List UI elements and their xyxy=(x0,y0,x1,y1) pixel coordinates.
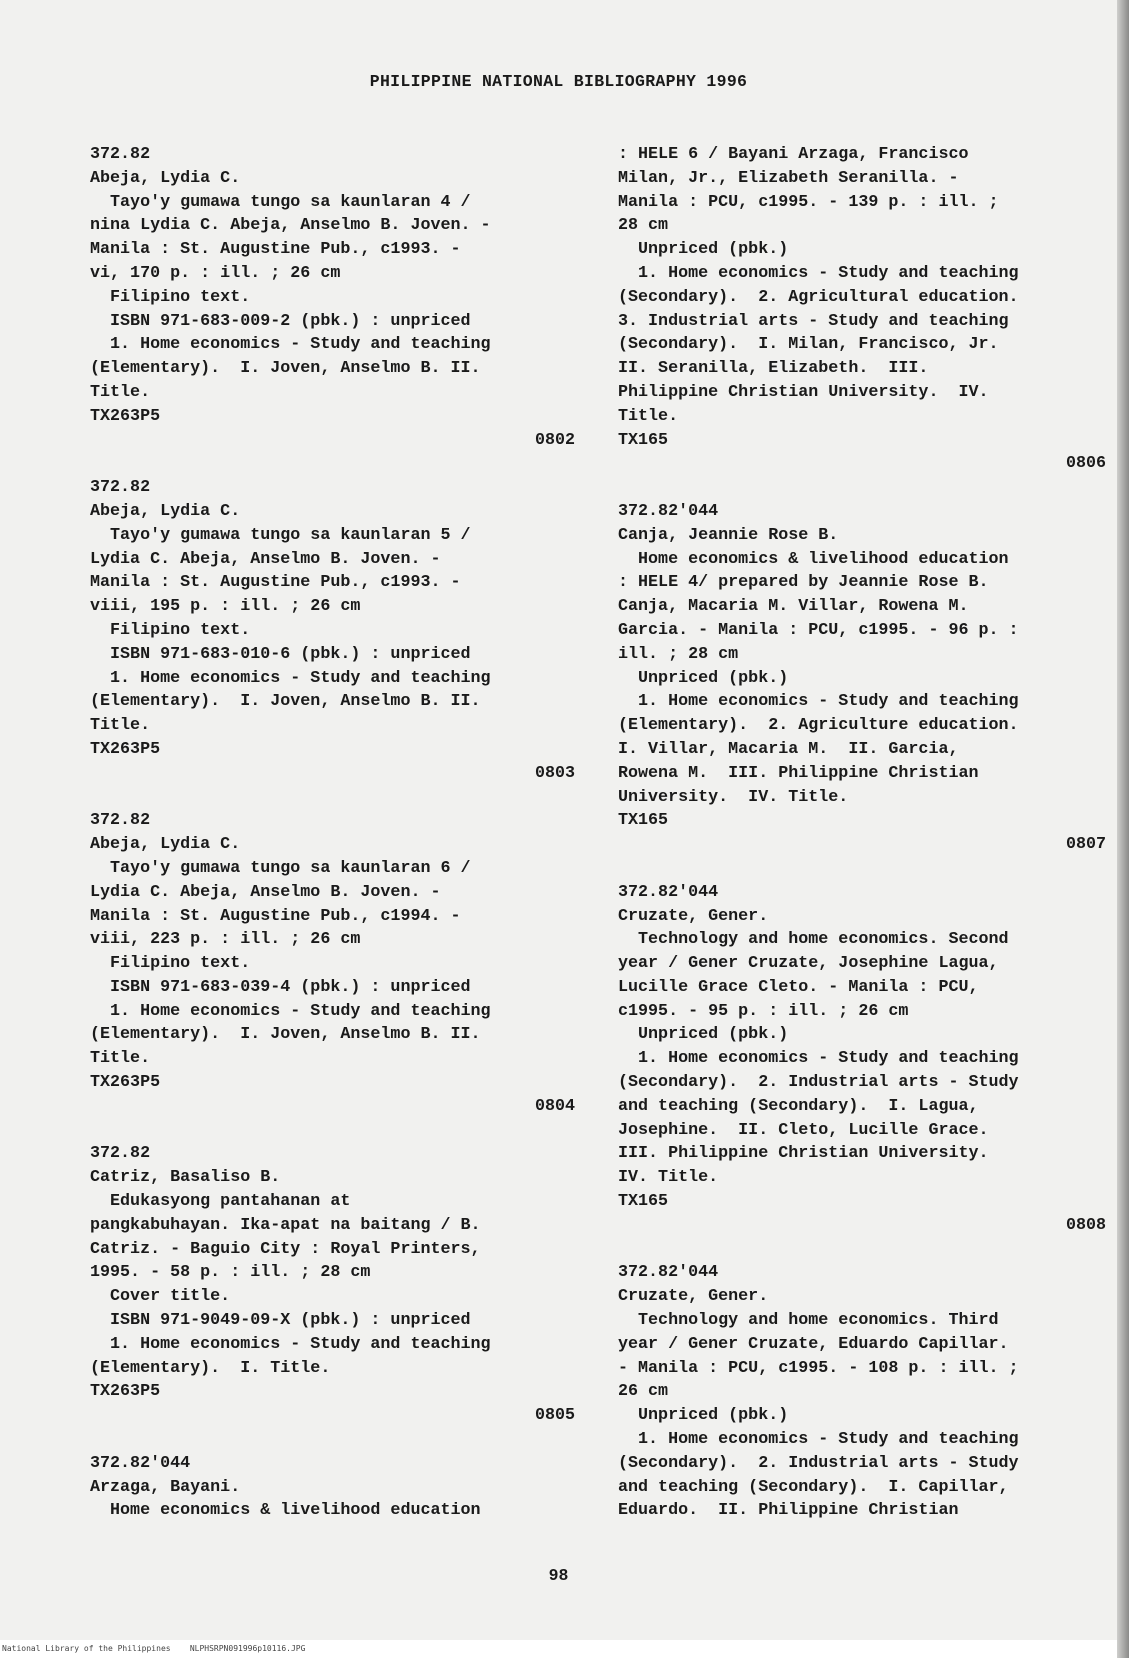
entry-line: viii, 195 p. : ill. ; 26 cm xyxy=(90,597,361,617)
entry-line: Catriz, Basaliso B. xyxy=(90,1168,281,1188)
entry-line: year / Gener Cruzate, Josephine Lagua, xyxy=(618,954,999,974)
bibliography-entry xyxy=(618,143,1106,500)
entry-line: IV. Title. xyxy=(618,1168,719,1188)
entry-line: 1. Home economics - Study and teaching xyxy=(618,263,1019,283)
entry-line: III. Philippine Christian University. xyxy=(618,1144,989,1164)
entry-call-number: 372.82 xyxy=(90,478,151,498)
entry-line: Cruzate, Gener. xyxy=(618,1287,769,1307)
entry-line: Milan, Jr., Elizabeth Seranilla. - xyxy=(618,168,959,188)
page-header: PHILIPPINE NATIONAL BIBLIOGRAPHY 1996 xyxy=(369,72,748,91)
entry-line: TX263P5 xyxy=(90,406,161,426)
entry-line: TX165 xyxy=(618,1192,669,1212)
entry-spacer xyxy=(618,857,1106,881)
entry-line: Technology and home economics. Third xyxy=(618,1311,999,1331)
entry-line: Edukasyong pantahanan at xyxy=(90,1192,351,1212)
entry-line: Lydia C. Abeja, Anselmo B. Joven. - xyxy=(90,882,441,902)
entry-line: (Elementary). I. Joven, Anselmo B. II. xyxy=(90,1025,481,1045)
entry-line: Abeja, Lydia C. xyxy=(90,835,241,855)
entry-line: TX263P5 xyxy=(90,1382,161,1402)
entry-line: Unpriced (pbk.) xyxy=(618,1025,789,1045)
entry-line: c1995. - 95 p. : ill. ; 26 cm xyxy=(618,1001,909,1021)
entry-call-number: 372.82'044 xyxy=(618,1263,719,1283)
entry-call-number: 372.82'044 xyxy=(618,501,719,521)
bibliography-entry xyxy=(90,476,575,809)
entry-line: I. Villar, Macaria M. II. Garcia, xyxy=(618,739,959,759)
entry-line: 1. Home economics - Study and teaching xyxy=(90,335,491,355)
entry-line: Abeja, Lydia C. xyxy=(90,168,241,188)
bibliography-entry xyxy=(618,500,1106,881)
entry-call-number: 372.82'044 xyxy=(618,882,719,902)
entry-line: ISBN 971-683-039-4 (pbk.) : unpriced xyxy=(90,977,471,997)
entry-number: 0806 xyxy=(1065,454,1106,474)
entry-line: Home economics & livelihood education xyxy=(90,1501,481,1521)
entry-line: II. Seranilla, Elizabeth. III. xyxy=(618,359,929,379)
entry-line: and teaching (Secondary). I. Capillar, xyxy=(618,1477,1009,1497)
entry-line: (Secondary). 2. Agricultural education. xyxy=(618,287,1019,307)
entry-number: 0804 xyxy=(534,1096,575,1116)
entry-number: 0808 xyxy=(1065,1215,1106,1235)
entry-line: Lucille Grace Cleto. - Manila : PCU, xyxy=(618,977,979,997)
entry-line: (Elementary). I. Title. xyxy=(90,1358,331,1378)
entry-line: ISBN 971-683-009-2 (pbk.) : unpriced xyxy=(90,311,471,331)
entry-line: : HELE 4/ prepared by Jeannie Rose B. xyxy=(618,573,989,593)
entry-line: Manila : St. Augustine Pub., c1993. - xyxy=(90,573,461,593)
entry-line: Home economics & livelihood education xyxy=(618,549,1009,569)
entry-spacer xyxy=(90,786,575,810)
entry-call-number: 372.82 xyxy=(90,811,151,831)
entry-line: Technology and home economics. Second xyxy=(618,930,1009,950)
right-column xyxy=(618,143,1106,1523)
page-number: 98 xyxy=(548,1566,569,1585)
entry-line: ill. ; 28 cm xyxy=(618,644,739,664)
entry-line: Title. xyxy=(90,382,151,402)
entry-line: Manila : PCU, c1995. - 139 p. : ill. ; xyxy=(618,192,999,212)
entry-spacer xyxy=(90,1119,575,1143)
entry-line: 1. Home economics - Study and teaching xyxy=(618,1049,1019,1069)
entry-line: Title. xyxy=(618,406,679,426)
entry-line: (Elementary). I. Joven, Anselmo B. II. xyxy=(90,359,481,379)
entry-call-number: 372.82 xyxy=(90,1144,151,1164)
page-edge-shadow xyxy=(1117,0,1129,1658)
entry-line: pangkabuhayan. Ika-apat na baitang / B. xyxy=(90,1215,481,1235)
entry-line: ISBN 971-683-010-6 (pbk.) : unpriced xyxy=(90,644,471,664)
entry-line: Tayo'y gumawa tungo sa kaunlaran 6 / xyxy=(90,858,471,878)
entry-line: Abeja, Lydia C. xyxy=(90,501,241,521)
entry-line: Philippine Christian University. IV. xyxy=(618,382,989,402)
entry-line: (Secondary). I. Milan, Francisco, Jr. xyxy=(618,335,999,355)
footer-filename: NLPHSRPN091996p10116.JPG xyxy=(189,1644,306,1653)
left-column xyxy=(90,143,575,1523)
entry-line: Canja, Macaria M. Villar, Rowena M. xyxy=(618,597,969,617)
entry-line: 3. Industrial arts - Study and teaching xyxy=(618,311,1009,331)
entry-line: 1. Home economics - Study and teaching xyxy=(90,1001,491,1021)
scan-footer xyxy=(2,1644,305,1653)
entry-line: Filipino text. xyxy=(90,620,251,640)
entry-spacer xyxy=(90,452,575,476)
entry-line: 28 cm xyxy=(618,216,669,236)
entry-line: University. IV. Title. xyxy=(618,787,849,807)
entry-spacer xyxy=(618,1238,1106,1262)
bibliography-entry xyxy=(618,881,1106,1262)
entry-number: 0805 xyxy=(534,1406,575,1426)
entry-line: Lydia C. Abeja, Anselmo B. Joven. - xyxy=(90,549,441,569)
entry-spacer xyxy=(90,1428,575,1452)
entry-line: - Manila : PCU, c1995. - 108 p. : ill. ; xyxy=(618,1358,1019,1378)
entry-line: Rowena M. III. Philippine Christian xyxy=(618,763,979,783)
entry-line: (Secondary). 2. Industrial arts - Study xyxy=(618,1073,1019,1093)
entry-line: 1. Home economics - Study and teaching xyxy=(90,1334,491,1354)
entry-line: (Secondary). 2. Industrial arts - Study xyxy=(618,1453,1019,1473)
entry-line: TX165 xyxy=(618,430,669,450)
entry-line: 1. Home economics - Study and teaching xyxy=(618,1430,1019,1450)
entry-line: Manila : St. Augustine Pub., c1994. - xyxy=(90,906,461,926)
bibliography-entry xyxy=(618,1261,1106,1523)
entry-line: Tayo'y gumawa tungo sa kaunlaran 5 / xyxy=(90,525,471,545)
entry-line: ISBN 971-9049-09-X (pbk.) : unpriced xyxy=(90,1311,471,1331)
entry-line: Eduardo. II. Philippine Christian xyxy=(618,1501,959,1521)
bibliography-entry xyxy=(90,809,575,1142)
entry-line: (Elementary). 2. Agriculture education. xyxy=(618,716,1019,736)
entry-line: year / Gener Cruzate, Eduardo Capillar. xyxy=(618,1334,1009,1354)
entry-line: 26 cm xyxy=(618,1382,669,1402)
entry-line: Filipino text. xyxy=(90,287,251,307)
entry-number: 0803 xyxy=(534,763,575,783)
entry-number: 0807 xyxy=(1065,835,1106,855)
entry-line: Title. xyxy=(90,1049,151,1069)
entry-call-number: 372.82 xyxy=(90,145,151,164)
entry-line: 1995. - 58 p. : ill. ; 28 cm xyxy=(90,1263,371,1283)
entry-line: Catriz. - Baguio City : Royal Printers, xyxy=(90,1239,481,1259)
entry-line: Garcia. - Manila : PCU, c1995. - 96 p. : xyxy=(618,620,1019,640)
entry-line: Josephine. II. Cleto, Lucille Grace. xyxy=(618,1120,989,1140)
entry-line: Title. xyxy=(90,716,151,736)
entry-line: Filipino text. xyxy=(90,954,251,974)
entry-line: and teaching (Secondary). I. Lagua, xyxy=(618,1096,979,1116)
entry-number: 0802 xyxy=(534,430,575,450)
bibliography-entry xyxy=(90,1452,575,1523)
entry-line: Unpriced (pbk.) xyxy=(618,1406,789,1426)
entry-call-number: 372.82'044 xyxy=(90,1453,191,1473)
entry-line: Unpriced (pbk.) xyxy=(618,668,789,688)
bibliography-entry xyxy=(90,1142,575,1451)
entry-line: TX263P5 xyxy=(90,1073,161,1093)
entry-line: 1. Home economics - Study and teaching xyxy=(618,692,1019,712)
entry-line: vi, 170 p. : ill. ; 26 cm xyxy=(90,263,341,283)
entry-line: Unpriced (pbk.) xyxy=(618,240,789,260)
entry-line: TX263P5 xyxy=(90,739,161,759)
entry-line: viii, 223 p. : ill. ; 26 cm xyxy=(90,930,361,950)
bibliography-entry xyxy=(90,143,575,476)
entry-line: Manila : St. Augustine Pub., c1993. - xyxy=(90,240,461,260)
entry-line: Tayo'y gumawa tungo sa kaunlaran 4 / xyxy=(90,192,471,212)
entry-line: TX165 xyxy=(618,811,669,831)
entry-line: 1. Home economics - Study and teaching xyxy=(90,668,491,688)
footer-library: National Library of the Philippines xyxy=(2,1644,171,1653)
entry-spacer xyxy=(618,476,1106,500)
entry-call-number: : HELE 6 / Bayani Arzaga, Francisco xyxy=(618,145,969,164)
entry-line: Arzaga, Bayani. xyxy=(90,1477,241,1497)
entry-line: Cover title. xyxy=(90,1287,231,1307)
entry-line: Canja, Jeannie Rose B. xyxy=(618,525,839,545)
entry-line: (Elementary). I. Joven, Anselmo B. II. xyxy=(90,692,481,712)
entry-line: Cruzate, Gener. xyxy=(618,906,769,926)
entry-line: nina Lydia C. Abeja, Anselmo B. Joven. - xyxy=(90,216,491,236)
